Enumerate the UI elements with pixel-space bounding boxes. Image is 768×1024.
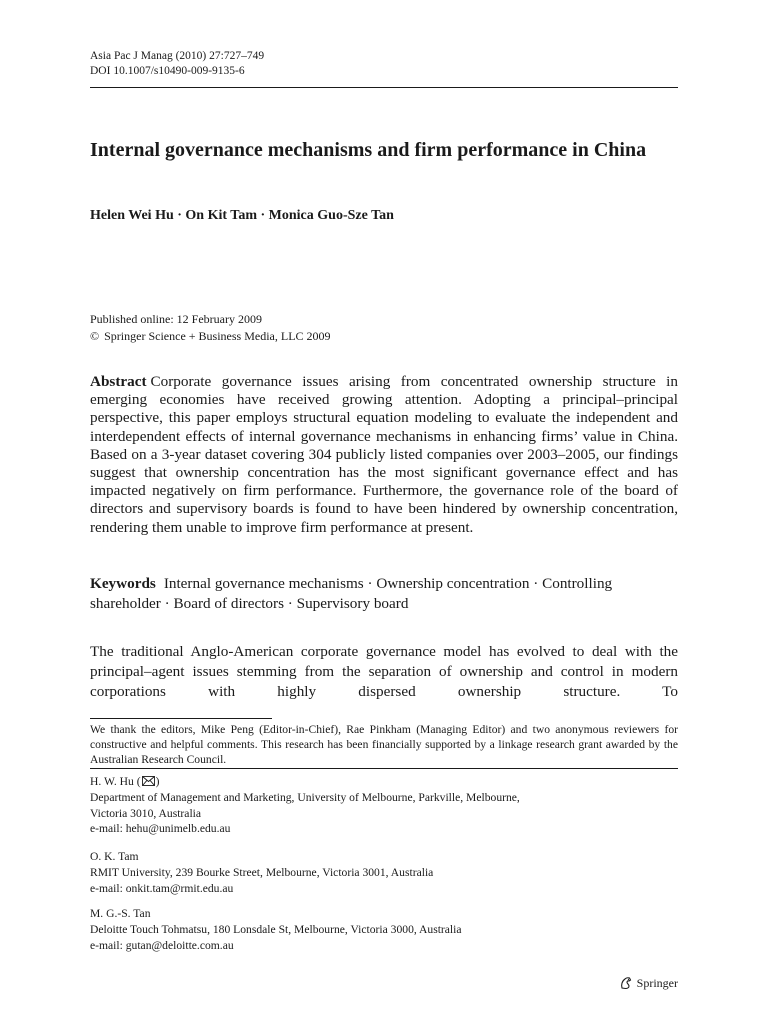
paper-first-page — [90, 0, 678, 1024]
envelope-icon[interactable] — [142, 776, 155, 786]
abstract-text: Corporate governance issues arising from concentrated ownership structure in emerging economies have received growing attention. Adopting a principal–principal perspective, this paper employs structural equation modeling to evaluate the independent and interdependent effects of internal governance mechanisms in enhancing firms’ value in China. Based on a 3-year dataset covering 304 publicly listed companies over 2003–2005, our findings suggest that ownership concentration has the most significant governance effect and has impacted negatively on firm performance. Furthermore, the governance role of the board of directors and supervisory boards is found to have been hindered by ownership concentration, rendering them unable to improve firm performance at present. — [90, 373, 678, 536]
body-paragraph: The traditional Anglo-American corporate governance model has evolved to deal with the principal–agent issues stemming from the separation of ownership and control in modern corporations with highly dispersed ownership structure. To — [90, 643, 678, 700]
copyright-icon: © — [90, 329, 100, 343]
publisher-name: Springer — [636, 975, 678, 990]
header-divider — [90, 87, 678, 88]
affiliation-name: M. G.-S. Tan — [90, 907, 151, 920]
affiliation-email[interactable]: e-mail: onkit.tam@rmit.edu.au — [90, 881, 234, 895]
article-title: Internal governance mechanisms and firm performance in China — [90, 139, 647, 161]
journal-citation: Asia Pac J Manag (2010) 27:727–749 — [90, 50, 265, 62]
author-list: Helen Wei Hu · On Kit Tam · Monica Guo-Sze Tan — [90, 208, 394, 223]
keywords — [90, 574, 678, 613]
affiliation-divider — [90, 768, 678, 769]
affiliation-tan — [90, 906, 462, 953]
journal-reference — [90, 49, 264, 79]
publication-info — [90, 311, 331, 345]
affiliation-name: O. K. Tam — [90, 850, 139, 863]
affiliation-tam — [90, 849, 433, 896]
affiliation-email[interactable]: e-mail: gutan@deloitte.com.au — [90, 938, 234, 952]
copyright-line — [90, 328, 331, 345]
abstract-label: Abstract — [90, 373, 147, 390]
springer-horse-icon — [618, 975, 634, 991]
copyright-text: Springer Science + Business Media, LLC 2009 — [104, 329, 331, 343]
acknowledgement-footnote: We thank the editors, Mike Peng (Editor-in-Chief), Rae Pinkham (Managing Editor) and two anonymous reviewers for constructive and helpful comments. This research has been financially supported by a linkage research grant awarded by the Australian Research Council. — [90, 723, 678, 767]
keywords-label: Keywords — [90, 575, 156, 592]
affiliation-hu — [90, 774, 520, 837]
affiliation-email[interactable]: e-mail: hehu@unimelb.edu.au — [90, 822, 231, 836]
affiliation-line: Department of Management and Marketing, University of Melbourne, Parkville, Melbourne, — [90, 790, 520, 804]
footnote-divider — [90, 718, 272, 719]
affiliation-line: Deloitte Touch Tohmatsu, 180 Lonsdale St, Melbourne, Victoria 3000, Australia — [90, 922, 462, 936]
affiliation-name: H. W. Hu ( ) — [90, 775, 160, 788]
affiliation-line: RMIT University, 239 Bourke Street, Melbourne, Victoria 3001, Australia — [90, 865, 434, 879]
abstract — [90, 373, 678, 537]
affiliation-line: Victoria 3010, Australia — [90, 806, 202, 820]
published-online-date: Published online: 12 February 2009 — [90, 312, 262, 326]
journal-doi[interactable]: DOI 10.1007/s10490-009-9135-6 — [90, 65, 245, 77]
keywords-text: Internal governance mechanisms · Ownership concentration · Controlling shareholder · Board of directors · Supervisory board — [90, 575, 613, 612]
publisher-logo — [618, 975, 678, 991]
